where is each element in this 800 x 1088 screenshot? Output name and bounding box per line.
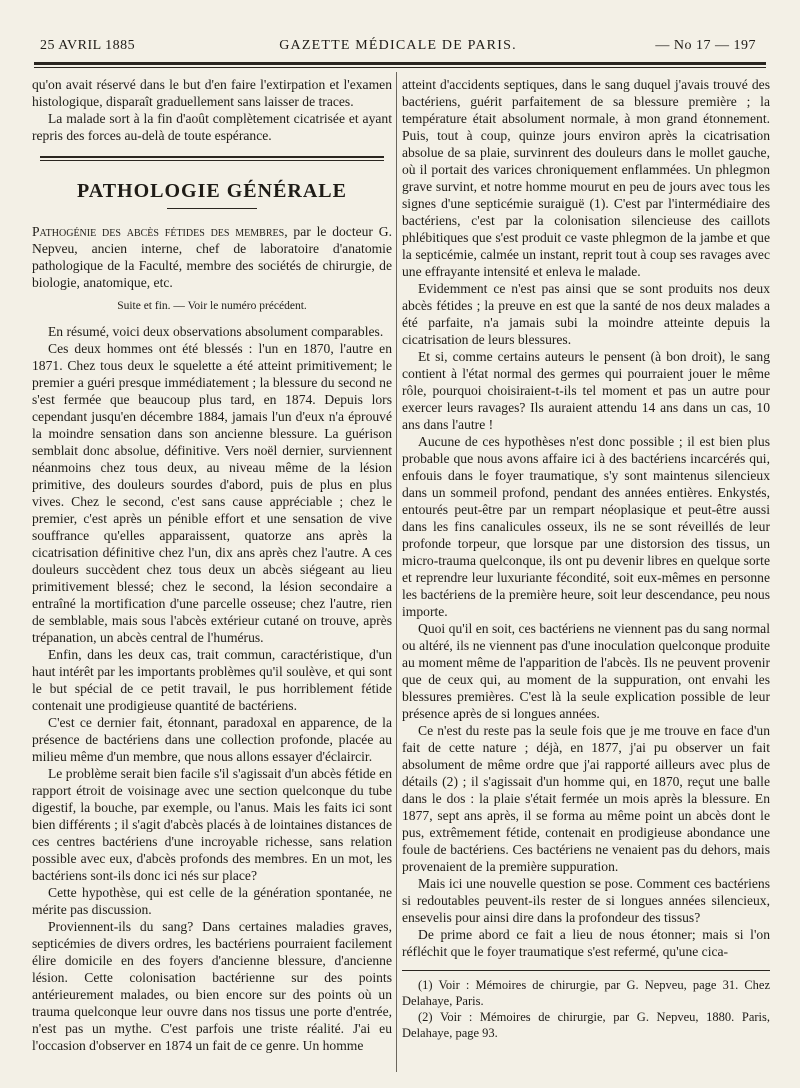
column-divider xyxy=(396,72,397,1072)
left-column xyxy=(32,76,392,1054)
body-paragraph: Cette hypothèse, qui est celle de la génération spontanée, ne mérite pas discussion. xyxy=(32,885,392,917)
body-paragraph: Proviennent-ils du sang? Dans certaines maladies graves, septicémies de divers ordres, les bactériens pourraient facilement élire domicile en des foyers d'ancienne blessure, d'ancienne lésion. Cette colonisation bactérienne sur des points antérieurement malades, ou bien encore sur des points où un trauma quelconque leur ouvre dans nos tissus une porte d'entrée, n'est pas un mythe. C'est parfois une triste réalité. J'ai eu l'occasion d'observer en 1874 un fait de ce genre. Un homme xyxy=(32,919,392,1053)
journal-title: GAZETTE MÉDICALE DE PARIS. xyxy=(279,38,517,53)
body-paragraph: Ce n'est du reste pas la seule fois que je me trouve en face d'un fait de cette nature ; déjà, en 1877, j'ai pu observer un fait absolument de même ordre que j'ai rapporté ailleurs avec plus de détails (2) ; il s'agissait d'un homme qui, en 1870, reçut une balle dans le dos : la plaie s'était fermée un mois après la blessure. En 1877, sept ans après, il se forma au même point un abcès dont le pus, extrêmement fétide, contenait en prodigieuse abondance une foule de bactériens. Ces bactériens ne venaient pas du dehors, mais provenaient de la première suppuration. xyxy=(402,723,770,874)
section-separator-thin xyxy=(40,160,384,161)
header-rule-thin xyxy=(34,67,766,68)
footnotes xyxy=(402,970,770,1041)
intro-paragraph: La malade sort à la fin d'août complètement cicatrisée et ayant repris des forces au-delà de toute espérance. xyxy=(32,111,392,143)
body-paragraph: C'est ce dernier fait, étonnant, paradoxal en apparence, de la présence de bactériens dans une collection profonde, placée au milieu même d'un membre, que nous allons essayer d'éclaircir. xyxy=(32,715,392,764)
header-rule xyxy=(34,62,766,65)
body-paragraph: Mais ici une nouvelle question se pose. Comment ces bactériens si redoutables peuvent-ils rester de si longues années silencieux, ensevelis pour ainsi dire dans la profondeur des tissus? xyxy=(402,876,770,925)
body-paragraph: Aucune de ces hypothèses n'est donc possible ; il est bien plus probable que nous avons affaire ici à des bactériens incarcérés qui, enfouis dans le foyer traumatique, s'y sont maintenus silencieux dans un sommeil profond, pendant des années entières. Enkystés, entourés peut-être par un rempart néoplasique et peut-être aussi dans les fins canalicules osseux, ils ne se sont réveillés de leur profonde torpeur, que lorsque par une distorsion des tissus, un micro-trauma quelconque, ils ont pu devenir libres en quelque sorte et reprendre leur luxuriante fécondité, soit eux-mêmes en personne les bactériens de la première heure, soit leur descendance, peu nous importe. xyxy=(402,434,770,619)
article-title: Pathogénie des abcès fétides des membres, xyxy=(32,224,288,239)
body-paragraph: Et si, comme certains auteurs le pensent (à bon droit), le sang contient à l'état normal des germes qui pourraient jouer le même rôle, pourquoi choisiraient-t-ils tel moment et pas un autre pour exercer leurs ravages? Ils auraient attendu 14 ans dans un cas, 10 ans dans l'autre ! xyxy=(402,349,770,432)
footnote: (2) Voir : Mémoires de chirurgie, par G. Nepveu, 1880. Paris, Delahaye, page 93. xyxy=(402,1010,770,1040)
body-paragraph: Enfin, dans les deux cas, trait commun, caractéristique, d'un haut intérêt par les importants problèmes qu'il soulève, et qui sont le but spécial de ce petit travail, le pus horriblement fétide contenait une prodigieuse quantité de bactériens. xyxy=(32,647,392,713)
section-separator xyxy=(40,156,384,158)
section-title: PATHOLOGIE GÉNÉRALE xyxy=(77,180,347,202)
issue-date: 25 AVRIL 1885 xyxy=(40,38,136,53)
page-header xyxy=(40,38,756,58)
footnote: (1) Voir : Mémoires de chirurgie, par G. Nepveu, page 31. Chez Delahaye, Paris. xyxy=(402,978,770,1008)
body-paragraph: Evidemment ce n'est pas ainsi que se sont produits nos deux abcès fétides ; la preuve en est que la santé de nos deux malades a été parfaite, n'a jamais subi la moindre atteinte depuis la cicatrisation de leurs blessures. xyxy=(402,281,770,347)
intro-paragraph: qu'on avait réservé dans le but d'en faire l'extirpation et l'examen histologique, disparaît graduellement sans laisser de traces. xyxy=(32,77,392,109)
right-column xyxy=(402,76,770,1041)
body-paragraph: En résumé, voici deux observations absolument comparables. xyxy=(48,324,384,339)
article-heading xyxy=(32,223,392,291)
continuation-note: Suite et fin. — Voir le numéro précédent. xyxy=(117,300,307,312)
body-paragraph: Ces deux hommes ont été blessés : l'un en 1870, l'autre en 1871. Chez tous deux le squelette a été atteint primitivement; le premier a guéri presque immédiatement ; la blessure du second ne s'est fermée que beaucoup plus tard, en 1874. Depuis lors cependant jusqu'en décembre 1884, jamais l'un d'eux n'a éprouvé la moindre sensation dans son ancienne blessure. La guérison semblait donc absolue, définitive. Vers noël dernier, surviennent néanmoins chez tous deux, au niveau même de la lésion primitive, des douleurs sourdes d'abord, puis de plus en plus vives. Chez le second, c'est sans cause appréciable ; chez le premier, c'est après un pénible effort et une sensation de vive souffrance qu'elles apparaissent, quatorze ans après la cicatrisation définitive chez l'un, dix ans après chez l'autre. A ces douleurs succèdent chez tous deux un abcès siégeant au lieu primitivement blessé; chez le second, la lésion secondaire a entraîné la mortification d'une parcelle osseuse; chez l'autre, rien de semblable, mais sous l'abcès extérieur cutané on trouve, après trépanation, un abcès central de l'humérus. xyxy=(32,341,392,645)
article-byline: par le docteur G. Nepveu, ancien interne, chef de laboratoire d'anatomie pathologique de la Faculté, membre des sociétés de chirurgie, de biologie, anatomique, etc. xyxy=(32,224,392,290)
body-paragraph: Quoi qu'il en soit, ces bactériens ne viennent pas du sang normal ou altéré, ils ne viennent pas d'une inoculation quelconque produite au moment même de l'apparition de l'abcès. Ils ne peuvent provenir que de ceux qui, au moment de la suppuration, ont envahi les blessures premières. C'est là la seule explication possible de leur présence après de si longues années. xyxy=(402,621,770,721)
section-title-rule xyxy=(167,208,257,209)
page-number: — No 17 — 197 xyxy=(655,38,756,53)
body-paragraph: Le problème serait bien facile s'il s'agissait d'un abcès fétide en rapport étroit de voisinage avec une section quelconque du tube digestif, la bouche, par exemple, ou l'anus. Mais les faits ici sont bien différents ; il s'agit d'abcès placés à de lointaines distances de ces centres bactériens d'une incroyable richesse, sans relation possible avec eux, d'abcès profonds des membres. En un mot, les bactériens sont-ils donc ici nés sur place? xyxy=(32,766,392,883)
body-paragraph: De prime abord ce fait a lieu de nous étonner; mais si l'on réfléchit que le foyer traumatique s'est refermé, qu'une cica- xyxy=(402,927,770,959)
body-paragraph: atteint d'accidents septiques, dans le sang duquel j'avais trouvé des bactériens, guérit parfaitement de sa blessure première ; la température était absolument normale, à mon grand étonnement. Puis, tout à coup, quinze jours environ après la cicatrisation absolue de sa plaie, survinrent des douleurs dans le mollet gauche, où il portait des varices chroniquement enflammées. Un phlegmon grave survint, et notre homme mourut en peu de jours avec tous les signes d'une septicémie suraiguë (1). C'est par l'intermédiaire des bactériens, c'est par la colonisation silencieuse des caillots phlébitiques que s'est produit ce vaste phlegmon de la jambe et que la septicémie, calmée un instant, reprit tout à coup ses ravages avec une effrayante intensité et enleva le malade. xyxy=(402,77,770,279)
